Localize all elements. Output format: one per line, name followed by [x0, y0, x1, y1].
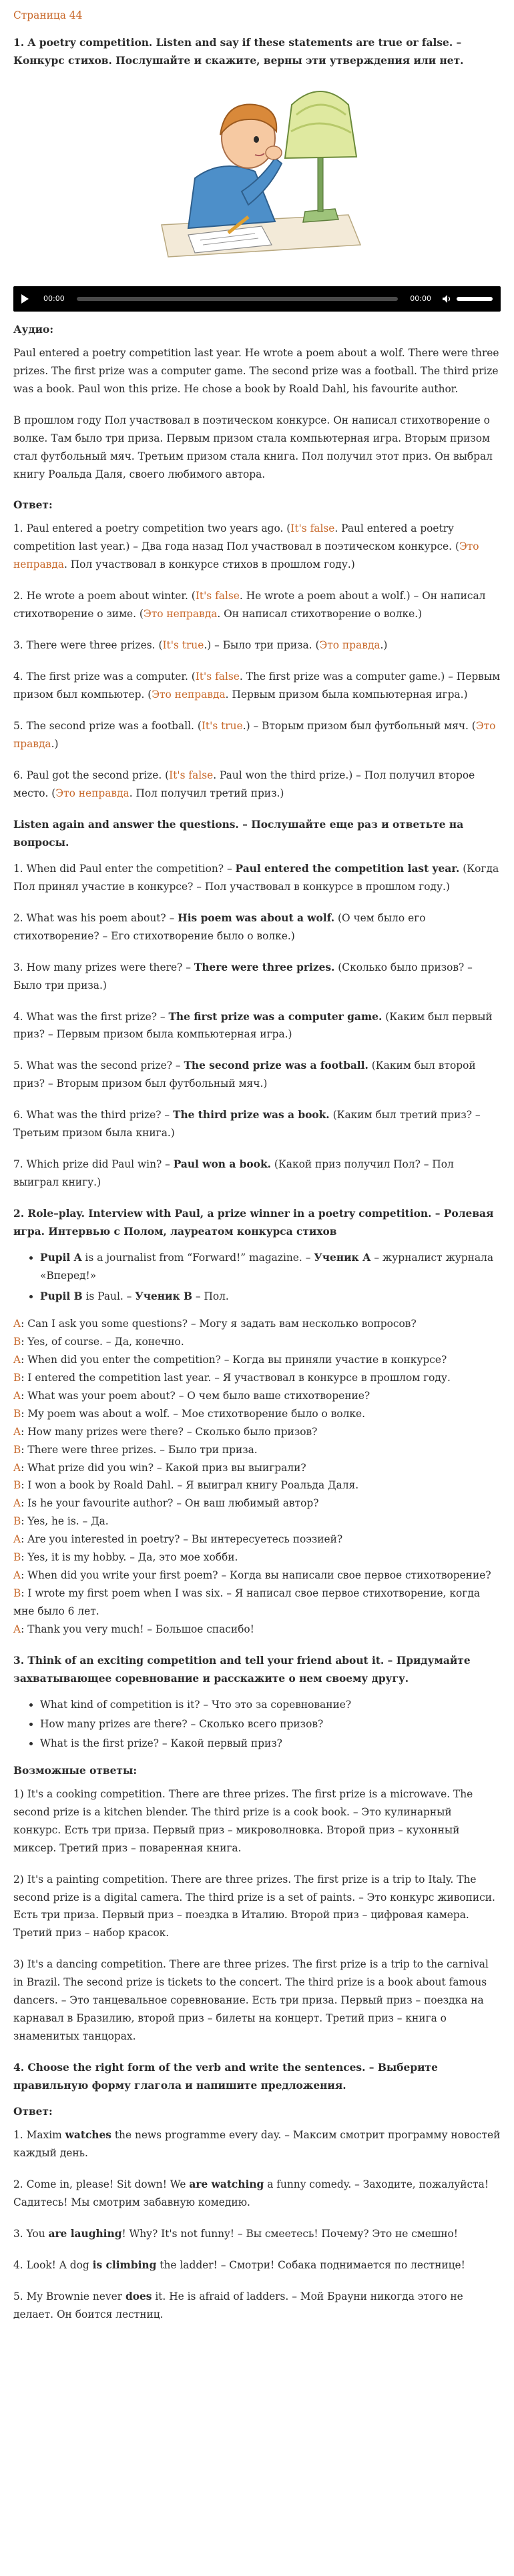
dialogue-line: B: Yes, of course. – Да, конечно.	[13, 1335, 184, 1348]
dialogue-line: B: Yes, he is. – Да.	[13, 1515, 109, 1528]
possible-answers-label: Возможные ответы:	[13, 1764, 138, 1777]
answer-4: 4. The first prize was a computer. (It's false. The first prize was a computer game.) – Первым призом был компьютер. (Это неправда. Первым призом была компьютерная игра.)	[13, 671, 501, 701]
ex3-question: • What is the first prize? – Какой первый приз?	[40, 1735, 501, 1753]
qa-4: 4. What was the first prize? – The first prize was a computer game. (Каким был первый приз? – Первым призом была компьютерная игра.)	[13, 1010, 493, 1041]
ex3-question: • What kind of competition is it? – Что это за соревнование?	[40, 1696, 501, 1714]
pupil-list	[13, 1249, 501, 1306]
page	[13, 0, 501, 2324]
audio-total-time: 00:00	[410, 294, 431, 304]
ex4-answer-1: 1. Maxim watches the news programme every day. – Максим смотрит программу новостей каждый день.	[13, 2129, 501, 2159]
answer-2: 2. He wrote a poem about winter. (It's false. He wrote a poem about a wolf.) – Он написал стихотворение о зиме. (Это неправда. Он написал стихотворение о волке.)	[13, 590, 486, 620]
audio-text-ru: В прошлом году Пол участвовал в поэтическом конкурсе. Он написал стихотворение о волке. Там было три приза. Первым призом стала компьютерная игра. Вторым призом стал футбольный мяч. Третьим призом стала книга. Пол получил этот приз. Он выбрал книгу Роальда Даля, своего любимого автора.	[13, 414, 493, 480]
answer-3: 3. There were three prizes. (It's true.) – Было три приза. (Это правда.)	[13, 639, 388, 652]
dialogue-line: A: What prize did you win? – Какой приз вы выиграли?	[13, 1461, 306, 1474]
ex3-answer-2: 2) It's a painting competition. There are three prizes. The first prize is a trip to Italy. The second prize is a digital camera. The third prize is a set of paints. – Это конкурс живописи. Есть три приза. Первый приз – поездка в Италию. Второй приз – цифровая камера. Третий приз – набор красок.	[13, 1873, 495, 1940]
boy-writing-illustration	[148, 78, 366, 278]
qa-7: 7. Which prize did Paul win? – Paul won a book. (Какой приз получил Пол? – Пол выиграл книгу.)	[13, 1158, 454, 1189]
ex3-answer-3: 3) It's a dancing competition. There are three prizes. The first prize is a trip to the carnival in Brazil. The second prize is tickets to the concert. The third prize is a book about famous dancers. – Это танцевальное соревнование. Есть три приза. Первый приз – поездка на карнавал в Бразилию, второй приз – билеты на концерт. Третий приз – книга о знаменитых танцорах.	[13, 1958, 489, 2043]
answer-5: 5. The second prize was a football. (It's true.) – Вторым призом был футбольный мяч. (Это правда.)	[13, 720, 496, 751]
dialogue-line: B: There were three prizes. – Было три приза.	[13, 1443, 258, 1456]
play-icon[interactable]	[21, 294, 29, 304]
dialogue-line: B: I wrote my first poem when I was six. – Я написал свое первое стихотворение, когда мне было 6 лет.	[13, 1587, 481, 1618]
dialogue	[13, 1315, 501, 1639]
pupil-b: • Pupil B is Paul. – Ученик В – Пол.	[40, 1288, 501, 1306]
dialogue-line: A: What was your poem about? – О чем было ваше стихотворение?	[13, 1389, 370, 1402]
qa-5: 5. What was the second prize? – The second prize was a football. (Каким был второй приз? – Вторым призом был футбольный мяч.)	[13, 1059, 476, 1090]
qa-6: 6. What was the third prize? – The third prize was a book. (Каким был третий приз? – Третьим призом была книга.)	[13, 1109, 481, 1140]
dialogue-line: A: Can I ask you some questions? – Могу я задать вам несколько вопросов?	[13, 1317, 417, 1330]
dialogue-line: B: I won a book by Roald Dahl. – Я выиграл книгу Роальда Даля.	[13, 1479, 359, 1492]
ex4-answer-2: 2. Come in, please! Sit down! We are watching a funny comedy. – Заходите, пожалуйста! Садитесь! Мы смотрим забавную комедию.	[13, 2178, 489, 2208]
answer-1: 1. Paul entered a poetry competition two years ago. (It's false. Paul entered a poetry competition last year.) – Два года назад Пол участвовал в поэтическом конкурсе. (Это неправда. Пол участвовал в конкурсе стихов в прошлом году.)	[13, 522, 479, 571]
ex3-question-list	[13, 1696, 501, 1753]
qa-3: 3. How many prizes were there? – There were three prizes. (Сколько было призов? – Было три приза.)	[13, 961, 473, 991]
ex1-title: 1. A poetry competition. Listen and say if these statements are true or false. – Конкурс стихов. Послушайте и скажите, верны эти утверждения или нет.	[13, 36, 464, 67]
answer-label: Ответ:	[13, 499, 53, 512]
dialogue-line: A: How many prizes were there? – Сколько было призов?	[13, 1425, 318, 1438]
dialogue-line: B: My poem was about a wolf. – Мое стихотворение было о волке.	[13, 1407, 366, 1420]
volume-icon[interactable]	[442, 294, 451, 304]
dialogue-line: A: When did you enter the competition? – Когда вы приняли участие в конкурсе?	[13, 1353, 447, 1366]
dialogue-line: B: Yes, it is my hobby. – Да, это мое хобби.	[13, 1551, 238, 1564]
volume-slider[interactable]	[457, 297, 493, 301]
audio-current-time: 00:00	[43, 294, 65, 304]
ex3-question: • How many prizes are there? – Сколько всего призов?	[40, 1715, 501, 1733]
qa-1: 1. When did Paul enter the competition? – Paul entered the competition last year. (Когда Пол принял участие в конкурсе? – Пол участвовал в конкурсе в прошлом году.)	[13, 862, 499, 893]
listen-again-title: Listen again and answer the questions. – Послушайте еще раз и ответьте на вопросы.	[13, 818, 464, 849]
dialogue-line: A: Are you interested in poetry? – Вы интересуетесь поэзией?	[13, 1533, 343, 1546]
dialogue-line: A: When did you write your first poem? – Когда вы написали свое первое стихотворение?	[13, 1569, 491, 1582]
dialogue-line: A: Thank you very much! – Большое спасибо!	[13, 1623, 254, 1636]
audio-player[interactable]	[13, 286, 501, 312]
ex2-title: 2. Role–play. Interview with Paul, a prize winner in a poetry competition. – Ролевая игра. Интервью с Полом, лауреатом конкурса стихов	[13, 1208, 494, 1238]
answer-6: 6. Paul got the second prize. (It's false. Paul won the third prize.) – Пол получил второе место. (Это неправда. Пол получил третий приз.)	[13, 769, 475, 799]
audio-text: Paul entered a poetry competition last year. He wrote a poem about a wolf. There were three prizes. The first prize was a computer game. The second prize was a football. The third prize was a book. Paul won this prize. He chose a book by Roald Dahl, his favourite author.	[13, 346, 499, 395]
ex3-answer-1: 1) It's a cooking competition. There are three prizes. The first prize is a microwave. The second prize is a kitchen blender. The third prize is a cook book. – Это кулинарный конкурс. Есть три приза. Первый приз – микроволновка. Второй приз – кухонный миксер. Третий приз – поваренная книга.	[13, 1787, 473, 1854]
ex3-title: 3. Think of an exciting competition and tell your friend about it. – Придумайте захватывающее соревнование и расскажите о нем своему другу.	[13, 1655, 471, 1685]
ex4-title: 4. Choose the right form of the verb and write the sentences. – Выберите правильную форму глагола и напишите предложения.	[13, 2062, 438, 2092]
ex4-answer-5: 5. My Brownie never does it. He is afraid of ladders. – Мой Брауни никогда этого не делает. Он боится лестниц.	[13, 2290, 463, 2320]
qa-2: 2. What was his poem about? – His poem was about a wolf. (О чем было его стихотворение? – Его стихотворение было о волке.)	[13, 911, 426, 942]
ex4-answer-label: Ответ:	[13, 2106, 53, 2118]
ex4-answer-3: 3. You are laughing! Why? It's not funny! – Вы смеетесь! Почему? Это не смешно!	[13, 2227, 458, 2240]
dialogue-line: B: I entered the competition last year. – Я участвовал в конкурсе в прошлом году.	[13, 1371, 451, 1384]
pupil-a: • Pupil A is a journalist from “Forward!” magazine. – Ученик А – журналист журнала «Вперед!»	[40, 1249, 501, 1285]
ex4-answer-4: 4. Look! A dog is climbing the ladder! – Смотри! Собака поднимается по лестнице!	[13, 2258, 465, 2271]
audio-label: Аудио:	[13, 323, 54, 336]
audio-seek-bar[interactable]	[77, 297, 399, 301]
page-link[interactable]: Страница 44	[13, 9, 83, 21]
dialogue-line: A: Is he your favourite author? – Он ваш любимый автор?	[13, 1497, 319, 1510]
